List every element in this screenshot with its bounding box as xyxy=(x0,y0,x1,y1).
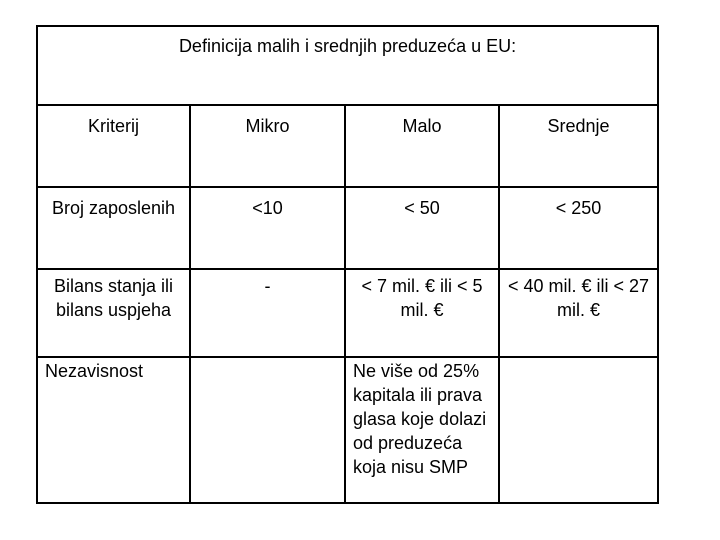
sme-definition-table xyxy=(36,25,659,504)
table-row-balance xyxy=(37,269,658,357)
header-row xyxy=(37,105,658,187)
table-row-independence xyxy=(37,357,658,503)
row-label: Broj zaposlenih xyxy=(51,198,176,218)
cell-value: Ne više od 25% kapitala ili prava glasa koje dolazi od preduzeća koja nisu SMP xyxy=(353,361,487,477)
row-label-cell xyxy=(37,269,190,357)
row-label-cell xyxy=(37,357,190,503)
header-label-small: Malo xyxy=(402,116,442,136)
header-cell-small xyxy=(345,105,499,187)
header-label-medium: Srednje xyxy=(547,116,610,136)
title-cell xyxy=(37,26,658,105)
cell-value xyxy=(191,358,344,359)
header-cell-criterion xyxy=(37,105,190,187)
table-title: Definicija malih i srednjih preduzeća u EU: xyxy=(178,36,517,56)
header-label-micro: Mikro xyxy=(245,116,290,136)
title-row xyxy=(37,26,658,105)
cell-value: < 250 xyxy=(555,198,602,218)
header-label-criterion: Kriterij xyxy=(87,116,139,136)
table-cell xyxy=(499,269,658,357)
table-row-employees xyxy=(37,187,658,269)
table-cell xyxy=(190,187,345,269)
table-cell xyxy=(345,357,499,503)
cell-value: < 7 mil. € ili < 5 mil. € xyxy=(361,276,483,320)
table-cell xyxy=(345,269,499,357)
table-cell xyxy=(499,187,658,269)
row-label: Bilans stanja ili bilans uspjeha xyxy=(53,276,174,320)
cell-value: - xyxy=(264,276,271,296)
cell-value: < 50 xyxy=(404,198,440,218)
table-cell xyxy=(190,357,345,503)
row-label: Nezavisnost xyxy=(45,361,144,381)
cell-value: <10 xyxy=(252,198,283,218)
cell-value xyxy=(500,358,657,359)
table-cell xyxy=(345,187,499,269)
cell-value: < 40 mil. € ili < 27 mil. € xyxy=(507,276,650,320)
table-cell xyxy=(190,269,345,357)
table-cell xyxy=(499,357,658,503)
header-cell-micro xyxy=(190,105,345,187)
row-label-cell xyxy=(37,187,190,269)
header-cell-medium xyxy=(499,105,658,187)
